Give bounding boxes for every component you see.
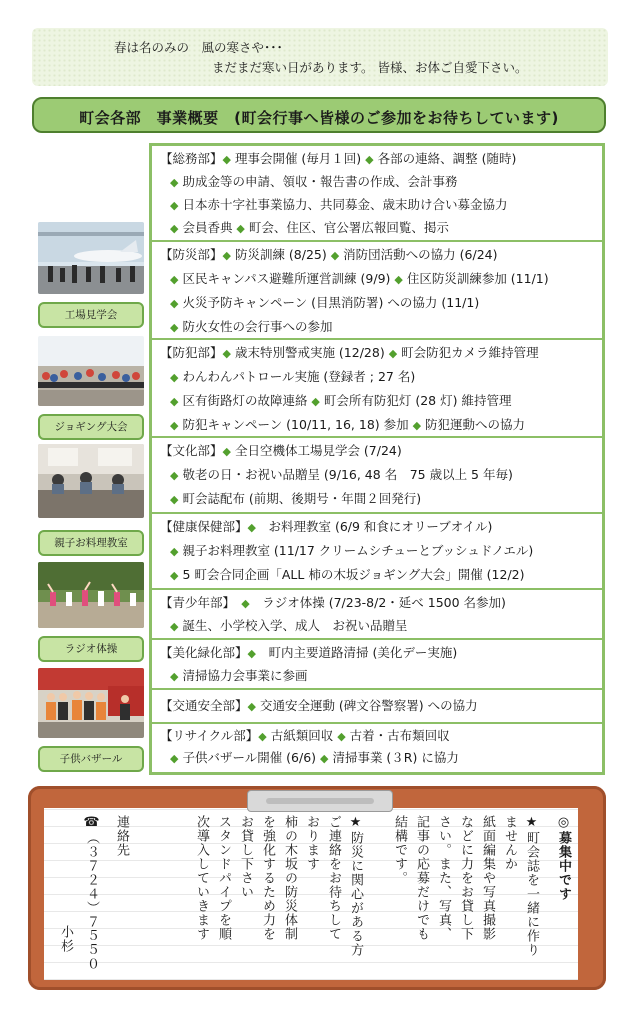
diamond-bullet-icon: ◆ (247, 700, 256, 713)
dept-youth (152, 590, 602, 640)
notice-col: ませんか (502, 815, 517, 871)
diamond-bullet-icon: ◆ (170, 199, 179, 212)
banner-title: 町会各部 事業概要 (町会行事へ皆様のご参加をお待ちしています) (79, 109, 559, 127)
notice-col: 次導入していきます (194, 815, 209, 941)
dept-health (152, 514, 602, 590)
dept-line: ◆ 区有街路灯の故障連絡 ◆ 町会所有防犯灯 (28 灯) 維持管理 (170, 393, 512, 408)
dept-line: ◆ 清掃協力会事業に参画 (170, 668, 308, 683)
contact-name: 小杉 (58, 925, 73, 953)
photo-jogging (38, 336, 144, 406)
contact-phone: ☎（３７２４）７５５０ (84, 815, 99, 971)
caption-jogging: ジョギング大会 (38, 414, 144, 440)
dept-line: 【防災部】◆ 防災訓練 (8/25) ◆ 消防団活動への協力 (6/24) (160, 247, 498, 262)
dept-line: 【健康保健部】◆ お料理教室 (6/9 和食にオリーブオイル) (160, 519, 493, 534)
dept-line: ◆ わんわんパトロール実施 (登録者 ; 27 名) (170, 369, 416, 384)
dept-traffic-safety (152, 690, 602, 724)
diamond-bullet-icon: ◆ (330, 249, 340, 262)
dept-line: ◆ 誕生、小学校入学、成人 お祝い品贈呈 (170, 618, 408, 633)
diamond-bullet-icon: ◆ (247, 647, 256, 660)
diamond-bullet-icon: ◆ (241, 597, 250, 610)
diamond-bullet-icon: ◆ (170, 297, 179, 310)
diamond-bullet-icon: ◆ (320, 752, 329, 765)
diamond-bullet-icon: ◆ (170, 321, 179, 334)
diamond-bullet-icon: ◆ (170, 419, 179, 432)
diamond-bullet-icon: ◆ (222, 445, 231, 458)
dept-line: ◆ 日本赤十字社事業協力、共同募金、歳末助け合い募金協力 (170, 197, 508, 212)
dept-line: ◆ 会員香典 ◆ 町会、住区、官公署広報回覧、掲示 (170, 220, 449, 235)
dept-line: ◆ 防火女性の会行事への参加 (170, 319, 333, 334)
dept-line: ◆ 町会誌配布 (前期、後期号・年間２回発行) (170, 491, 422, 506)
diamond-bullet-icon: ◆ (170, 752, 179, 765)
diamond-bullet-icon: ◆ (170, 469, 179, 482)
caption-radio-exercise: ラジオ体操 (38, 636, 144, 662)
notice-col: ご連絡をお待ちして (326, 815, 341, 941)
dept-line: ◆ 防犯キャンペーン (10/11, 16, 18) 参加 ◆ 防犯運動への協力 (170, 417, 526, 432)
diamond-bullet-icon: ◆ (247, 521, 256, 534)
diamond-bullet-icon: ◆ (170, 670, 179, 683)
diamond-bullet-icon: ◆ (337, 730, 346, 743)
dept-line: ◆ 火災予防キャンペーン (目黒消防署) への協力 (11/1) (170, 295, 480, 310)
notice-col: お貸し下さい (238, 815, 253, 899)
board-clip (247, 790, 393, 812)
diamond-bullet-icon: ◆ (170, 493, 179, 506)
diamond-bullet-icon: ◆ (222, 347, 231, 360)
notice-col: 連絡先 (114, 815, 129, 857)
notice-col: を強化するため力を (260, 815, 275, 941)
notice-col: さい。また、写真、 (436, 815, 451, 941)
dept-disaster-prevention (152, 242, 602, 340)
dept-line: ◆ 敬老の日・お祝い品贈呈 (9/16, 48 名 75 歳以上 5 年毎) (170, 467, 513, 482)
diamond-bullet-icon: ◆ (170, 620, 179, 633)
notice-col: などに力をお貸し下 (458, 815, 473, 941)
photo-kids-bazaar (38, 668, 144, 738)
dept-beautification (152, 640, 602, 690)
diamond-bullet-icon: ◆ (412, 419, 422, 432)
notice-col: ★町会誌を一緒に作り (524, 815, 539, 957)
notice-col: 柿の木坂の防災体制 (282, 815, 297, 941)
dept-line: 【青少年部】 ◆ ラジオ体操 (7/23-8/2・延べ 1500 名参加) (160, 595, 506, 610)
dept-general-affairs (152, 146, 602, 242)
notice-col: スタンドパイプを順 (216, 815, 231, 941)
dept-line: 【美化緑化部】◆ 町内主要道路清掃 (美化デー実施) (160, 645, 458, 660)
caption-kids-bazaar: 子供バザール (38, 746, 144, 772)
diamond-bullet-icon: ◆ (365, 153, 374, 166)
dept-line: 【防犯部】◆ 歳末特別警戒実施 (12/28) ◆ 町会防犯カメラ維持管理 (160, 345, 539, 360)
caption-cooking-class: 親子お料理教室 (38, 530, 144, 556)
diamond-bullet-icon: ◆ (258, 730, 267, 743)
diamond-bullet-icon: ◆ (170, 371, 179, 384)
photo-factory-tour (38, 222, 144, 294)
dept-line: 【総務部】◆ 理事会開催 (毎月１回) ◆ 各部の連絡、調整 (随時) (160, 151, 517, 166)
dept-line: 【文化部】◆ 全日空機体工場見学会 (7/24) (160, 443, 402, 458)
dept-culture (152, 438, 602, 514)
diamond-bullet-icon: ◆ (170, 545, 179, 558)
notice-col: おります (304, 815, 319, 871)
diamond-bullet-icon: ◆ (170, 222, 179, 235)
diamond-bullet-icon: ◆ (236, 222, 245, 235)
caption-factory-tour: 工場見学会 (38, 302, 144, 328)
department-list (149, 143, 605, 775)
notice-heading: ◎募集中です (556, 815, 571, 901)
dept-line: ◆ 助成金等の申請、領収・報告書の作成、会計事務 (170, 174, 458, 189)
photo-cooking-class (38, 444, 144, 518)
notice-col: 結構です。 (392, 815, 407, 885)
photo-radio-exercise (38, 562, 144, 628)
diamond-bullet-icon: ◆ (170, 395, 179, 408)
diamond-bullet-icon: ◆ (170, 273, 179, 286)
dept-line: ◆ 子供バザール開催 (6/6) ◆ 清掃事業 (３R) に協力 (170, 750, 459, 765)
diamond-bullet-icon: ◆ (170, 569, 179, 582)
notice-col: 紙面編集や写真撮影 (480, 815, 495, 941)
diamond-bullet-icon: ◆ (394, 273, 403, 286)
dept-line: 【リサイクル部】◆ 古紙類回収 ◆ 古着・古布類回収 (160, 728, 450, 743)
greeting-box (32, 28, 608, 86)
dept-crime-prevention (152, 340, 602, 438)
dept-line: ◆ 5 町会合同企画「ALL 柿の木坂ジョギング大会」開催 (12/2) (170, 567, 525, 582)
diamond-bullet-icon: ◆ (222, 153, 231, 166)
notice-col: ★防災に関心がある方 (348, 815, 363, 957)
diamond-bullet-icon: ◆ (311, 395, 320, 408)
diamond-bullet-icon: ◆ (222, 249, 231, 262)
diamond-bullet-icon: ◆ (388, 347, 398, 360)
dept-recycling (152, 724, 602, 772)
notice-col: 記事の応募だけでも (414, 815, 429, 941)
dept-line: ◆ 親子お料理教室 (11/17 クリームシチューとブッシュドノエル) (170, 543, 534, 558)
greeting-line-2: まだまだ寒い日があります。 皆様、お体ご自愛下さい。 (212, 60, 528, 75)
dept-line: ◆ 区民キャンパス避難所運営訓練 (9/9) ◆ 住区防災訓練参加 (11/1) (170, 271, 549, 286)
dept-line: 【交通安全部】◆ 交通安全運動 (碑文谷警察署) への協力 (160, 698, 478, 713)
section-banner (32, 97, 606, 133)
diamond-bullet-icon: ◆ (170, 176, 179, 189)
greeting-line-1: 春は名のみの 風の寒さや･･･ (114, 40, 283, 55)
